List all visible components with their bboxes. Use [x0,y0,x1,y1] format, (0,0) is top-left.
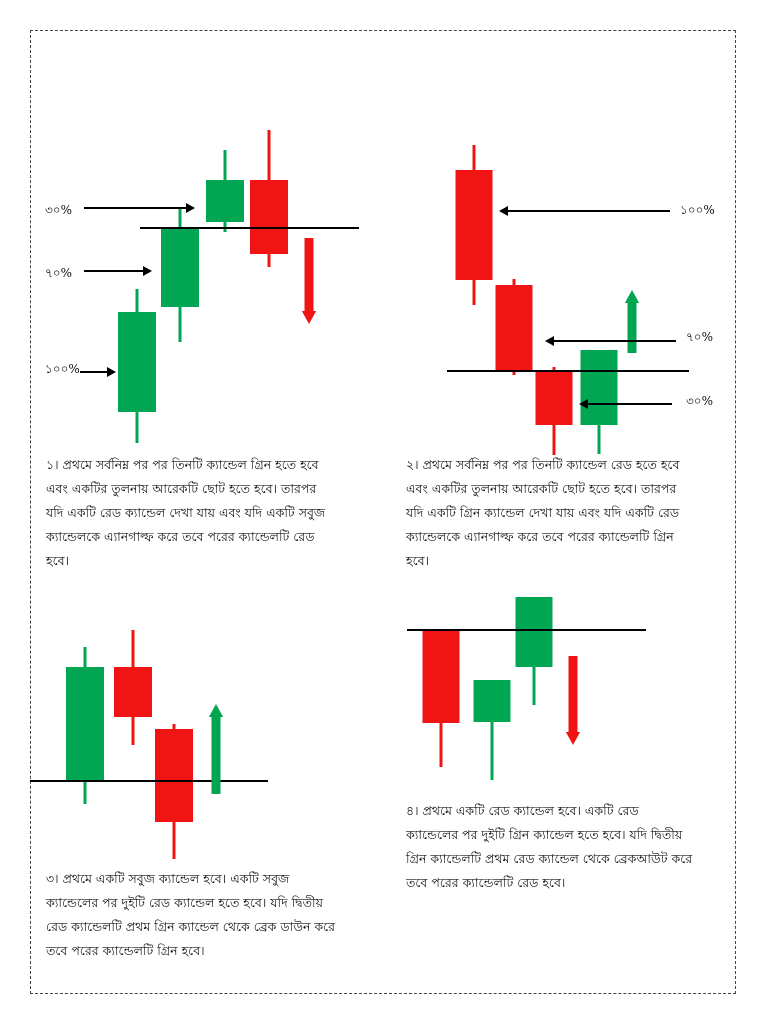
candle-body [516,597,553,667]
signal-down-arrow [302,238,316,324]
candle-body [155,729,193,822]
pointer-arrow [499,206,670,216]
candle-body [423,630,460,723]
diagram-pattern-2 [447,145,715,455]
percent-label: ৩০% [45,203,73,217]
candle-body [161,229,199,307]
candle-red-1 [423,630,460,767]
paragraph-line: ৩। প্রথমে একটি সবুজ ক্যান্ডেল হবে। একটি সবুজ [46,871,290,886]
diagram-pattern-4 [407,597,646,780]
candle-green-3 [516,597,553,705]
candle-red-3 [536,367,573,455]
candle-green-1 [118,289,156,443]
paragraph-line: ক্যান্ডেলকে এ্যানগাল্ফ করে তবে পরের ক্যান্ডেলটি রেড [46,529,315,544]
paragraph-line: যদি একটি রেড ক্যান্ডেল দেখা যায় এবং যদি একটি সবুজ [46,505,326,520]
signal-down-arrow [566,656,580,745]
candle-body [536,370,573,425]
candle-body [114,667,152,717]
paragraph-line: ২। প্রথমে সর্বনিম্ন পর পর তিনটি ক্যান্ডেল রেড হতে হবে [406,457,680,472]
paragraph-line: হবে। [406,553,430,568]
percent-label: ১০০% [45,362,80,376]
paragraph-line: এবং একটির তুলনায় আরেকটি ছোট হতে হবে। তারপর [46,481,317,496]
candle-green-3 [206,150,244,232]
pointer-arrow [545,336,676,346]
percent-label: ৩০% [686,394,714,408]
paragraph-line: এবং একটির তুলনায় আরেকটি ছোট হতে হবে। তারপর [406,481,677,496]
paragraph-line: ক্যান্ডেলের পর দুইটি রেড ক্যান্ডেল হতে হবে। যদি দ্বিতীয় [46,895,323,910]
candle-body [118,312,156,412]
paragraph-line: যদি একটি গ্রিন ক্যান্ডেল দেখা যায় এবং যদি একটি রেড [406,505,680,520]
paragraph-line: ৪। প্রথমে একটি রেড ক্যান্ডেল হবে। একটি রেড [406,803,639,818]
candle-body [581,350,618,425]
candle-red-3 [155,724,193,859]
paragraph-pattern-1 [46,453,325,573]
signal-up-arrow [625,290,639,353]
candle-body [456,170,493,280]
candle-red-4 [250,130,288,267]
paragraph-line: হবে। [46,553,70,568]
diagram-pattern-3 [30,630,268,859]
paragraph-pattern-2 [406,453,679,573]
candle-red-2 [496,279,533,375]
paragraph-line: তবে পরের ক্যান্ডেলটি গ্রিন হবে। [46,943,205,958]
paragraph-line: গ্রিন ক্যান্ডেলটি প্রথম রেড ক্যান্ডেল থেকে ব্রেকআউট করে [406,851,693,866]
candle-body [496,285,533,370]
diagram-pattern-1 [45,130,359,443]
paragraph-line: ১। প্রথমে সর্বনিম্ন পর পর তিনটি ক্যান্ডেল গ্রিন হতে হবে [46,457,319,472]
paragraph-pattern-3 [46,867,335,963]
percent-label: ৭০% [686,330,714,344]
paragraph-pattern-4 [406,799,692,895]
percent-label: ১০০% [680,203,715,217]
percent-label: ৭০% [45,266,73,280]
candle-red-1 [456,145,493,305]
candle-body [206,180,244,222]
candle-body [250,180,288,254]
candle-body [66,667,104,782]
pointer-arrow [84,203,195,213]
paragraph-line: ক্যান্ডেলকে এ্যানগাল্ফ করে তবে পরের ক্যান্ডেলটি গ্রিন [406,529,674,544]
candle-red-2 [114,630,152,745]
pointer-arrow [80,367,116,377]
paragraph-line: তবে পরের ক্যান্ডেলটি রেড হবে। [406,875,566,890]
candle-green-2 [474,680,511,780]
paragraph-line: ক্যান্ডেলের পর দুইটি গ্রিন ক্যান্ডেল হতে হবে। যদি দ্বিতীয় [406,827,683,842]
pointer-arrow [84,266,152,276]
paragraph-line: রেড ক্যান্ডেলটি প্রথম গ্রিন ক্যান্ডেল থেকে ব্রেক ডাউন করে [46,919,336,934]
candle-body [474,680,511,722]
